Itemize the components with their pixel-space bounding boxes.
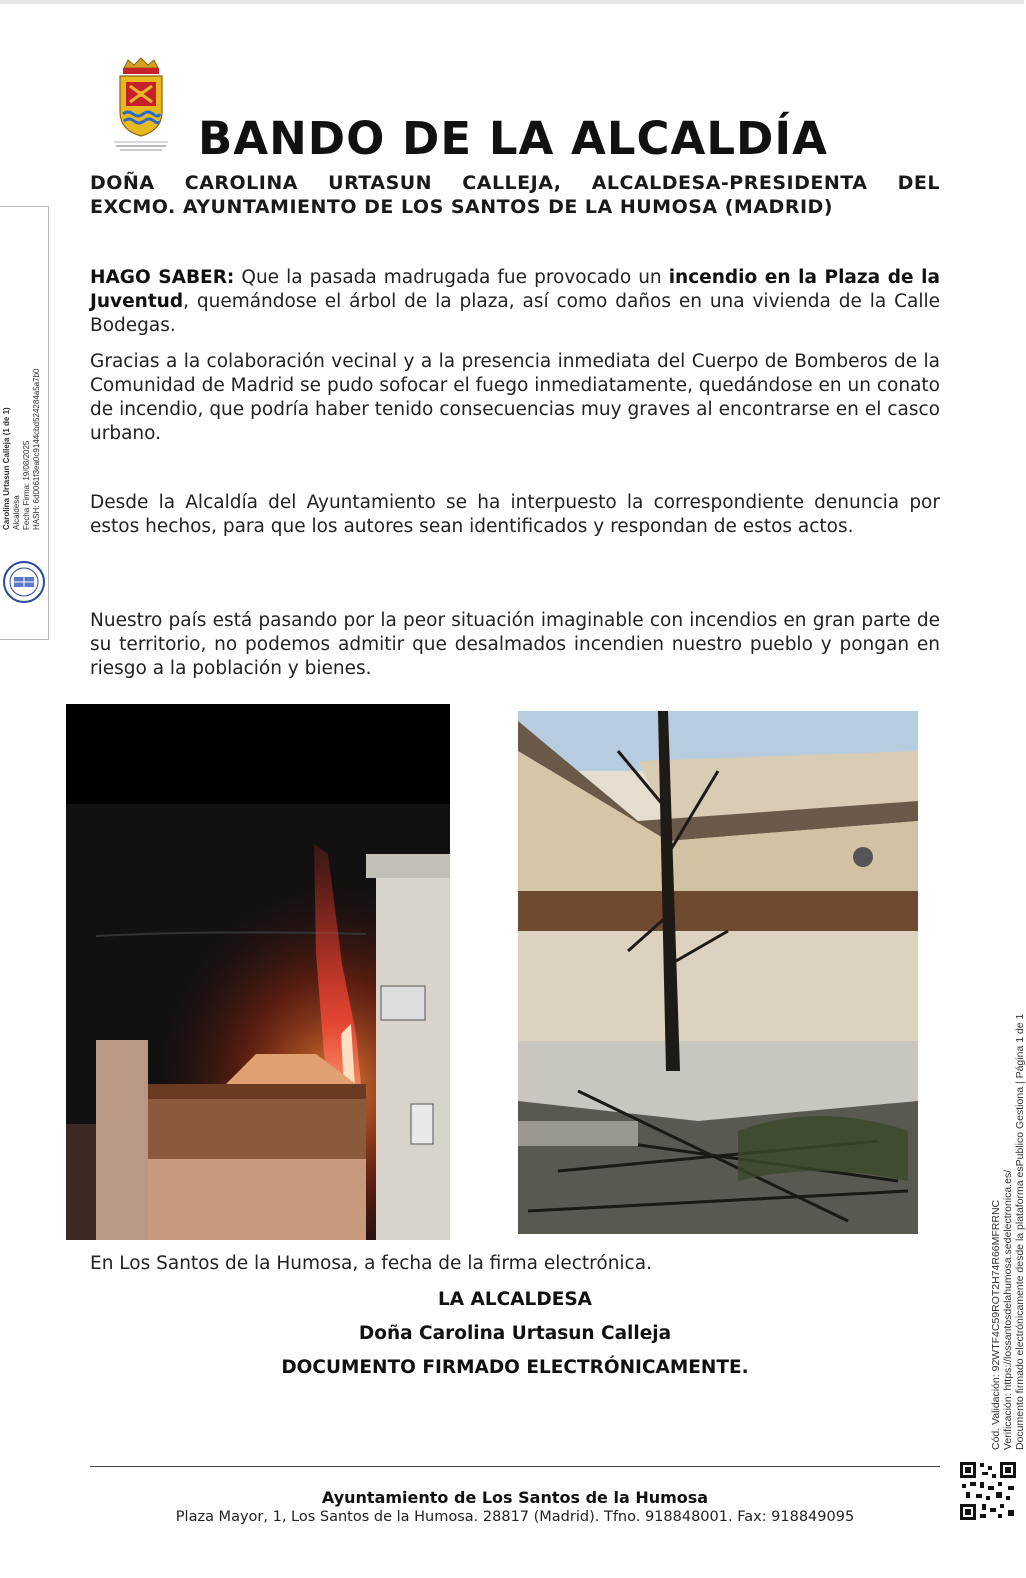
issuer-line-2: EXCMO. AYUNTAMIENTO DE LOS SANTOS DE LA HUMOSA (MADRID) xyxy=(90,196,833,218)
verification-note: Documento firmado electrónicamente desde la plataforma esPublico Gestiona | Página 1 de 1 xyxy=(1014,1013,1026,1450)
coat-of-arms-icon xyxy=(108,56,174,156)
verification-url[interactable]: Verificación: https://lossantosdelahumosa.sedelectronica.es/ xyxy=(1002,1169,1014,1450)
issuer-line-1: DOÑA CAROLINA URTASUN CALLEJA, ALCALDESA-PRESIDENTA DEL xyxy=(90,172,940,194)
top-edge xyxy=(0,0,1024,4)
paragraph-situation: Nuestro país está pasando por la peor situación imaginable con incendios en gran parte de su territorio, no podemos admitir que desalmados incendien nuestro pueblo y pongan en riesgo a la población y bienes. xyxy=(90,610,940,679)
signer-stamp-hash: HASH: 6d0061f3ea0c9144cbd524284a5a7b0 xyxy=(32,368,41,530)
text-segment: Que la pasada madrugada fue provocado un xyxy=(234,267,669,288)
footer-address: Plaza Mayor, 1, Los Santos de la Humosa. 28817 (Madrid). Tfno. 918848001. Fax: 918849095 xyxy=(175,1509,855,1525)
signer-stamp-date: Fecha Firma: 19/08/2025 xyxy=(22,440,31,530)
qr-code-icon[interactable] xyxy=(958,1460,1018,1522)
signer-role: LA ALCALDESA xyxy=(438,1289,592,1310)
signer-stamp-name: Carolina Urtasun Calleja (1 de 1) xyxy=(2,407,11,530)
fire-night-photo xyxy=(66,704,450,1240)
text-segment: , quemándose el árbol de la plaza, así como daños en una vivienda de la Calle Bodegas. xyxy=(90,291,940,336)
validation-code: Cód. Validación: 92WTF4C59ROT2H74R66MFRRNC xyxy=(990,1199,1002,1450)
signer-name: Doña Carolina Urtasun Calleja xyxy=(358,1323,672,1344)
lead-label: HAGO SABER: xyxy=(90,267,235,288)
signed-electronically-note: DOCUMENTO FIRMADO ELECTRÓNICAMENTE. xyxy=(281,1357,749,1378)
place-and-date: En Los Santos de la Humosa, a fecha de la firma electrónica. xyxy=(90,1253,652,1274)
round-seal-icon xyxy=(2,560,46,604)
highlight-text: incendio en la Plaza de la Juventud xyxy=(90,267,940,312)
paragraph-complaint: Desde la Alcaldía del Ayuntamiento se ha interpuesto la correspondiente denuncia por estos hechos, para que los autores sean identificados y respondan de estos actos. xyxy=(90,492,940,537)
signer-stamp-role: Alcaldesa xyxy=(12,495,21,530)
document-title: BANDO DE LA ALCALDÍA xyxy=(198,112,828,165)
footer-organization: Ayuntamiento de Los Santos de la Humosa xyxy=(321,1488,709,1507)
burnt-tree-photo xyxy=(518,711,918,1234)
paragraph-gratitude: Gracias a la colaboración vecinal y a la presencia inmediata del Cuerpo de Bomberos de la Comunidad de Madrid se pudo sofocar el fuego inmediatamente, quedándose en un conato de incendio, que podría haber tenido consecuencias muy graves al encontrarse en el casco urbano. xyxy=(90,351,940,444)
signature-stamp-text xyxy=(2,369,42,530)
footer-divider xyxy=(90,1466,940,1467)
paragraph-hago-saber xyxy=(90,266,940,338)
verification-block xyxy=(990,1014,1026,1450)
